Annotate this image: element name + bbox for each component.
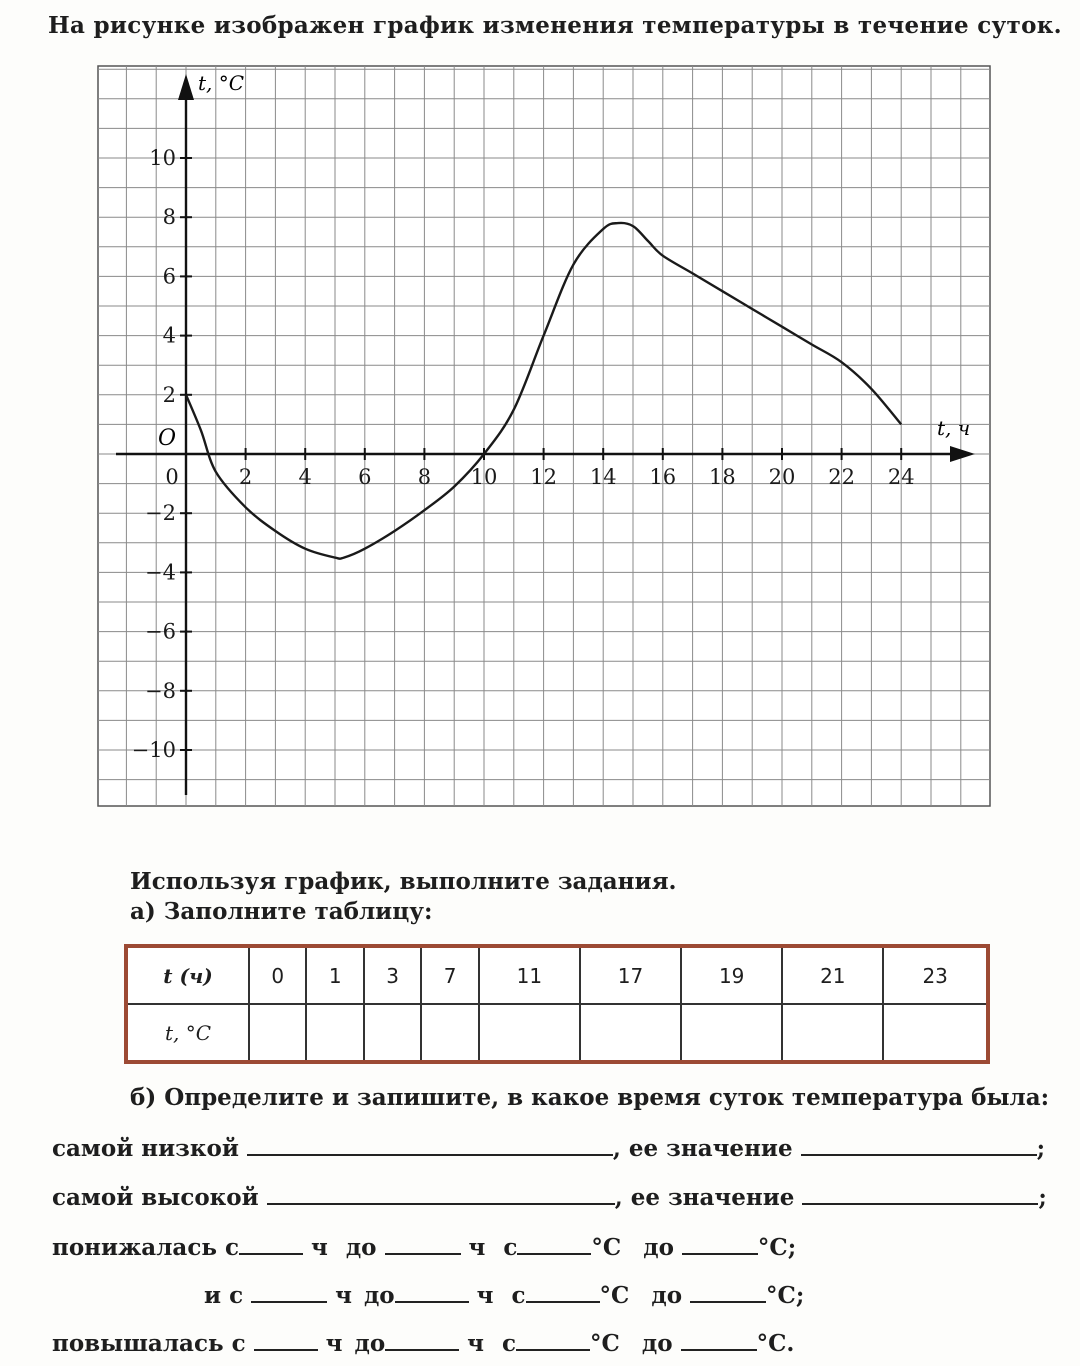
hour-unit: ч [468,1234,486,1261]
degree-unit: °С; [757,1234,797,1261]
y-tick-label: 4 [162,323,176,348]
highest-line [52,1181,1047,1211]
table-row-temperature [126,1004,988,1062]
x-axis-label: t, ч [937,416,971,440]
increasing-line [52,1327,794,1357]
x-tick-label: 2 [238,465,253,489]
x-tick-label: 20 [768,465,796,489]
x-tick-label: 22 [828,465,855,489]
table-row-label: t (ч) [126,946,249,1004]
hour-unit: ч [310,1234,328,1261]
degree-unit: °С [590,1330,620,1357]
y-tick-label: −2 [145,501,176,526]
x-tick-label: 4 [298,465,312,489]
degree-unit: °С; [766,1282,805,1309]
value-label: , ее значение [614,1184,795,1211]
y-tick-label: 6 [162,264,176,289]
x-tick-label: 0 [165,465,179,489]
to-word: до [363,1282,395,1309]
value-label: , ее значение [612,1135,793,1162]
y-tick-label: −10 [131,738,176,762]
decrease2-from-hour-blank[interactable] [251,1279,327,1303]
increasing-label: повышалась с [52,1330,246,1357]
hour-unit: ч [476,1282,494,1309]
table-cell-hour: 19 [681,946,782,1004]
table-cell-hour: 3 [364,946,421,1004]
x-tick-label: 18 [709,465,736,489]
and-from-label: и с [204,1282,244,1309]
table-answer-cell[interactable] [883,1004,988,1062]
lowest-line [52,1132,1045,1162]
table-cell-hour: 21 [782,946,883,1004]
degree-unit: °С. [756,1330,795,1357]
table-cell-hour: 0 [249,946,306,1004]
y-tick-label: −6 [145,619,176,644]
highest-time-blank[interactable] [267,1181,615,1205]
decrease-to-temp-blank[interactable] [682,1231,758,1255]
table-cell-hour: 17 [580,946,681,1004]
decrease-to-hour-blank[interactable] [385,1231,461,1255]
hour-unit: ч [335,1282,352,1309]
decreasing-line [52,1231,796,1261]
table-answer-cell[interactable] [479,1004,580,1062]
task-b-text: б) Определите и запишите, в какое время суток температура была: [130,1084,1050,1111]
table-answer-cell[interactable] [306,1004,363,1062]
decrease2-from-temp-blank[interactable] [526,1279,600,1303]
increase-to-temp-blank[interactable] [681,1327,757,1351]
from-word: с [502,1330,517,1357]
lowest-time-blank[interactable] [247,1132,613,1156]
x-tick-label: 14 [589,465,617,489]
semicolon: ; [1036,1135,1046,1162]
to-word: до [641,1330,673,1357]
hour-unit: ч [325,1330,343,1357]
highest-value-blank[interactable] [802,1181,1038,1205]
x-tick-label: 12 [530,465,557,489]
to-word: до [354,1330,386,1357]
task-a-text: а) Заполните таблицу: [130,898,433,925]
x-tick-label: 24 [887,465,915,489]
decrease2-to-temp-blank[interactable] [690,1279,766,1303]
decreasing-label: понижалась с [52,1234,239,1261]
instructions-text: Используя график, выполните задания. [130,868,677,895]
y-tick-label: 10 [149,146,176,170]
table-cell-hour: 23 [883,946,988,1004]
highest-label: самой высокой [52,1184,259,1211]
table-answer-cell[interactable] [249,1004,306,1062]
table-row-label: t, °C [126,1004,249,1062]
y-axis-label: t, °C [198,71,245,95]
from-word: с [503,1234,518,1261]
x-tick-label: 8 [417,465,432,489]
table-answer-cell[interactable] [364,1004,421,1062]
table-cell-hour: 11 [479,946,580,1004]
decreasing-line-2 [204,1279,804,1309]
degree-unit: °С [591,1234,622,1261]
semicolon: ; [1038,1184,1047,1211]
to-word: до [643,1234,674,1261]
y-tick-label: −8 [145,678,176,703]
origin-label: O [158,426,177,451]
increase-from-hour-blank[interactable] [254,1327,318,1351]
page-heading: На рисунке изображен график изменения температуры в течение суток. [48,12,1062,39]
table-answer-cell[interactable] [681,1004,782,1062]
degree-unit: °С [599,1282,630,1309]
fill-in-table [124,944,990,1064]
table-answer-cell[interactable] [782,1004,883,1062]
table-answer-cell[interactable] [421,1004,478,1062]
increase-to-hour-blank[interactable] [385,1327,459,1351]
to-word: до [651,1282,683,1309]
hour-unit: ч [467,1330,485,1357]
table-row-hours [126,946,988,1004]
table-cell-hour: 1 [306,946,363,1004]
from-word: с [511,1282,526,1309]
to-word: до [345,1234,377,1261]
x-tick-label: 6 [358,465,372,489]
decrease2-to-hour-blank[interactable] [395,1279,469,1303]
y-tick-label: 8 [162,205,176,230]
x-tick-label: 10 [470,465,498,489]
decrease-from-temp-blank[interactable] [517,1231,591,1255]
y-tick-label: 2 [162,382,176,407]
lowest-value-blank[interactable] [801,1132,1037,1156]
lowest-label: самой низкой [52,1135,239,1162]
increase-from-temp-blank[interactable] [516,1327,590,1351]
y-tick-label: −4 [145,560,176,585]
decrease-from-hour-blank[interactable] [239,1231,303,1255]
x-tick-label: 16 [649,465,677,489]
table-cell-hour: 7 [421,946,478,1004]
table-answer-cell[interactable] [580,1004,681,1062]
